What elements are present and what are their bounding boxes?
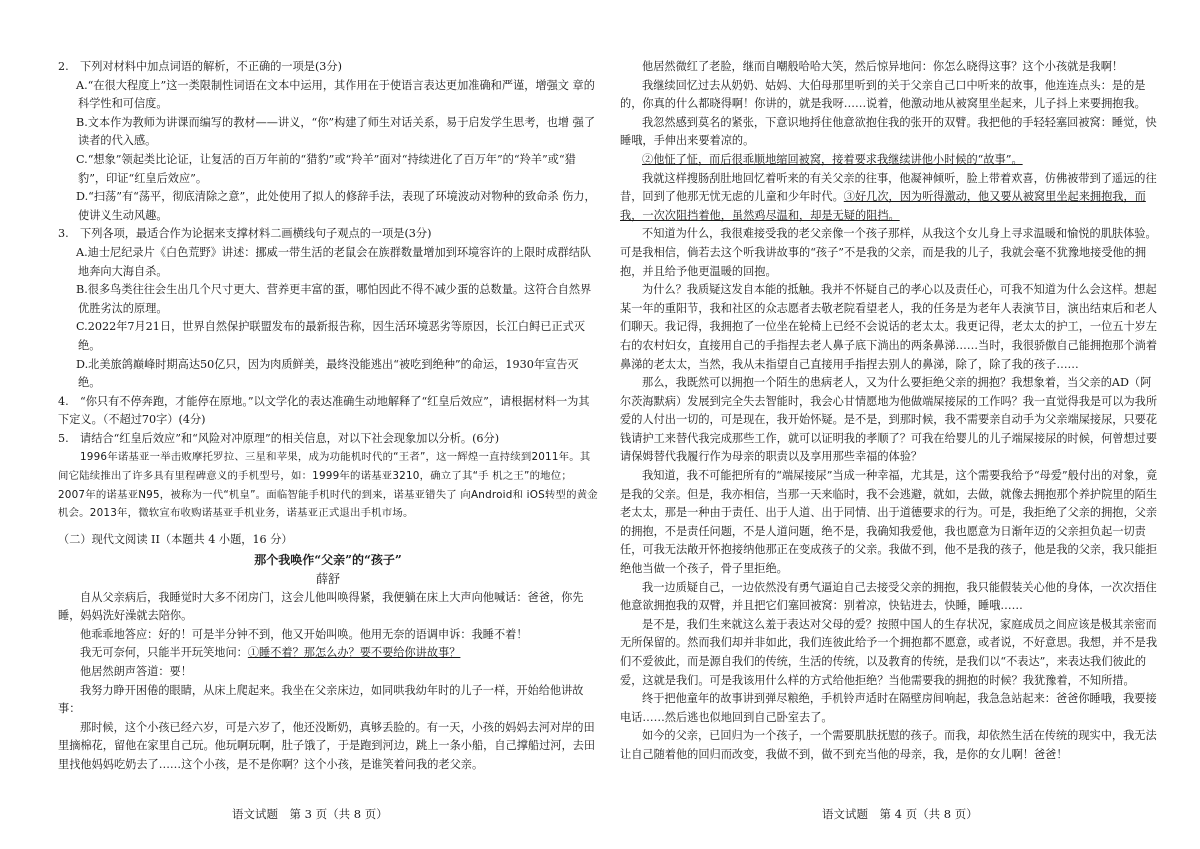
article-paragraph: 我就这样搜肠刮肚地回忆着听来的有关父亲的往事，他凝神倾听，脸上带着欢喜，仿佛被带到了遥远的往昔，回到了他那无忧无虑的儿童和少年时代。③好几次，因为听得激动，他又要从被窝里坐起来拥抱我，而我，一次次阻挡着他，虽然鸡尽温和，却是无疑的阻挡。 [620,171,1157,222]
underlined-sentence-1: ①睡不着？那怎么办？要不要给你讲故事？ [247,646,461,660]
article-paragraph: 他居然朗声答道：要！ [80,665,192,678]
page-3-column [58,58,598,775]
q5-material: 1996年诺基亚一举击败摩托罗拉、三星和苹果，成为功能机时代的“王者”，这一辉煌一直持续到2011年。其间它陆续推出了许多具有里程碑意义的手机型号，如：1999年的诺基亚3210，确立了其“手 机之王”的地位；2007年的诺基亚N95，被称为一代“机皇”。面临智能手机时代的到来，诺基亚错失了 向Android和 iOS转型的黄金机会。2013年，微软宣布收购诺基亚手机业务，诺基亚正式退出手机市场。 [58,451,598,520]
page-4-column [620,58,1160,765]
question-3-stem: 3. 下列各项，最适合作为论据来支撑材料二画横线句子观点的一项是(3分) [58,227,432,241]
page-3-footer: 语文试题 第 3 页（共 8 页） [232,807,388,821]
q3-option-a: A.迪士尼纪录片《白色荒野》讲述：挪威一带生活的老鼠会在族群数量增加到环境容许的上限时成群结队地奔向大海自杀。 [76,245,592,278]
article-paragraph: 他居然微红了老脸，继而自嘲般哈哈大笑，然后惊异地问：你怎么晓得这事？这个小孩就是我啊！ [642,60,1124,73]
underlined-sentence-3: ③好几次，因为听得激动，他又要从被窝里坐起来拥抱我，而我，一次次阻挡着他，虽然鸡尽温和，却是无疑的阻挡。 [620,190,1146,222]
article-paragraph: 那么，我既然可以拥抱一个陌生的患病老人，又为什么要拒绝父亲的拥抱？我想象着，当父亲的AD（阿尔茨海默病）发展到完全失去智能时，我会心甘情愿地为他做端屎接尿的工作吗？我一直觉得我是可以为我所爱的人付出一切的，可是现在，我开始怀疑。是不是，到那时候，我不需要亲自动手为父亲端屎接尿，只要花钱请护工来替代我完成那些工作，就可以证明我的孝顺了？可我在给婴儿的儿子端屎接尿的时候，何曾想过要请保姆替代我履行作为母亲的职责以及享用那些幸福的体验？ [620,376,1158,464]
article-paragraph: 我忽然感到莫名的紧张，下意识地捋住他意欲抱住我的张开的双臂。我把他的手轻轻塞回被窝：睡觉，快睡哦，手伸出来要着凉的。 [620,115,1157,148]
article-paragraph: 自从父亲病后，我睡觉时大多不闭房门，这会儿他叫唤得紧，我便躺在床上大声向他喊话：爸爸，你先睡，妈妈洗好澡就去陪你。 [58,590,584,623]
q2-option-c: C.“想象”领起类比论证，让复活的百万年前的“猎豹”或“羚羊”面对“持续进化了百万年”的“羚羊”或“猎豹”，印证“红皇后效应”。 [76,152,576,185]
article-author: 薛舒 [315,572,340,587]
article-paragraph: 是不是，我们生来就这么羞于表达对父母的爱？按照中国人的生存状况，家庭成员之间应该是极其亲密而无所保留的。然而我们却并非如此，我们连彼此给予一个拥抱都不愿意，或者说，不好意思。我想，并不是我们不爱彼此，而是源自我们的传统，生活的传统，以及教育的传统，是我们以“不表达”，来表达我们彼此的爱，这就是我们。可是我该用什么样的方式给他拒绝？当他需要我的拥抱的时候？我犹豫着，不知所措。 [620,617,1158,687]
question-5: 5. 请结合“红皇后效应”和“风险对冲原理”的相关信息，对以下社会现象加以分析。(6分) [58,431,500,445]
q3-option-c: C.2022年7月21日，世界自然保护联盟发布的最新报告称，因生活环境恶劣等原因，长江白鲟已正式灭绝。 [76,320,586,352]
q2-option-d: D.“扫荡”有“荡平，彻底清除之意”，此处使用了拟人的修辞手法，表现了环境波动对物种的致命杀 伤力，使讲义生动风趣。 [76,190,596,222]
article-paragraph: 不知道为什么，我很难接受我的老父亲像一个孩子那样，从我这个女儿身上寻求温暖和愉悦的肌肤体验。可是我相信，倘若去这个听我讲故事的“孩子”不是我的父亲，而是我的儿子，我就会毫不犹豫地接受他的拥抱，并且给予他更温暖的回抱。 [620,227,1157,278]
section-heading: （二）现代文阅读 II（本题共 4 小题，16 分） [58,532,293,546]
article-title: 那个我唤作“父亲”的“孩子” [254,553,402,568]
article-paragraph: 我继续回忆过去从奶奶、姑妈、大伯母那里听到的关于父亲自己口中听来的故事，他连连点头：是的是的，你真的什么都晓得啊！你讲的，就是我呀……说着，他激动地从被窝里坐起来，儿子抖上来要拥抱我。 [620,78,1146,111]
article-paragraph: 我知道，我不可能把所有的“端屎接尿”当成一种幸福，尤其是，这个需要我给予“母爱”般付出的对象，竟是我的父亲。但是，我亦相信，当那一天来临时，我不会逃避，就如，去做，就像去拥抱那个养护院里的陌生老太太，那是一种由于责任、出于人道、出于同情、出于道德要求的行为。可是，我拒绝了父亲的拥抱，父亲的拥抱，不是责任问题，不是人道问题，绝不是，我确知我爱他，我也愿意为日渐年迈的父亲担负起一切责任，可我无法敞开怀抱接纳他那正在变成孩子的父亲。我做不到，他不是我的孩子，他是我的父亲，我只能拒绝他当做一个孩子，骨子里拒绝。 [620,469,1158,576]
article-paragraph: 我无可奈何，只能半开玩笑地问：①睡不着？那怎么办？要不要给你讲故事？ [80,646,461,660]
q2-option-a: A.“在很大程度上”这一类限制性词语在文本中运用，其作用在于使语言表达更加准确和严谨，增强文 章的科学性和可信度。 [76,78,595,111]
q3-option-b: B.很多鸟类往往会生出几个尺寸更大、营养更丰富的蛋，哪怕因此不得不减少蛋的总数量。这符合自然界优胜劣汰的原理。 [76,283,592,315]
q2-option-b: B.文本作为教师为讲课而编写的教材——讲义，“你”构建了师生对话关系，易于启发学生思考，也增 强了读者的代入感。 [76,115,596,148]
question-2-stem: 2. 下列对材料中加点词语的解析，不正确的一项是(3分) [58,60,342,73]
article-paragraph: 他乖乖地答应：好的！可是半分钟不到，他又开始叫唤。他用无奈的语调申诉：我睡不着！ [80,627,528,641]
article-paragraph: 那时候，这个小孩已经六岁，可是六岁了，他还没断奶，真够丢脸的。有一天，小孩的妈妈去河对岸的田里摘棉花，留他在家里自己玩。他玩啊玩啊，肚子饿了，于是跑到河边，跳上一条小船，自己撑船过河，去田里找他妈妈吃奶去了……这个小孩，是不是你啊？这个小孩，是谁笑着问我的老父亲。 [58,720,596,771]
article-paragraph: 为什么？我质疑这发自本能的抵触。我并不怀疑自己的孝心以及责任心，可我不知道为什么会这样。想起某一年的重阳节，我和社区的众志愿者去敬老院看望老人，我的任务是为老年人表演节目，演出结束后和老人们聊天。我记得，我拥抱了一位坐在轮椅上已经不会说话的老太太。我更记得，老太太的护工，一位五十岁左右的农村妇女，直接用自己的手指捏去老人鼻子底下淌出的两条鼻涕……当时，我很骄傲自己能拥抱那个淌着鼻涕的老太太，当然，我从未指望自己直接用手指捏去别人的鼻涕，除了，除了我的孩子…… [620,283,1158,371]
article-paragraph: 如今的父亲，已回归为一个孩子，一个需要肌肤抚慰的孩子。而我，却依然生活在传统的现实中，我无法让自己随着他的回归而改变，我做不到，做不到充当他的母亲，我，是你的女儿啊！爸爸！ [620,729,1157,761]
article-paragraph: 我一边质疑自己，一边依然没有勇气逼迫自己去接受父亲的拥抱，我只能假装关心他的身体，一次次捂住他意欲拥抱我的双臂，并且把它们塞回被窝：别着凉，快钻进去，快睡，睡哦…… [620,580,1157,613]
question-4: 4. “你只有不停奔跑，才能停在原地。”以文学化的表达准确生动地解释了“红皇后效应”，请根据材料一为其下定义。（不超过70字）(4分) [58,394,590,427]
page-4-footer: 语文试题 第 4 页（共 8 页） [822,807,978,821]
article-paragraph: 终于把他童年的故事讲到弹尽粮绝，手机铃声适时在隔壁房间响起，我急急站起来：爸爸你睡哦，我要接电话……然后逃也似地回到自己卧室去了。 [620,692,1157,724]
q3-option-d: D.北美旅鸽巅峰时期高达50亿只，因为肉质鲜美，最终没能逃出“被吃到绝种”的命运，1930年宣告灭绝。 [76,357,579,390]
article-paragraph: 我努力睁开困倦的眼睛，从床上爬起来。我坐在父亲床边，如同哄我幼年时的儿子一样，开始给他讲故事： [58,683,584,716]
underlined-sentence-2: ②他怔了怔，而后很乖顺地缩回被窝，接着要求我继续讲他小时候的“故事”。 [642,152,1023,166]
